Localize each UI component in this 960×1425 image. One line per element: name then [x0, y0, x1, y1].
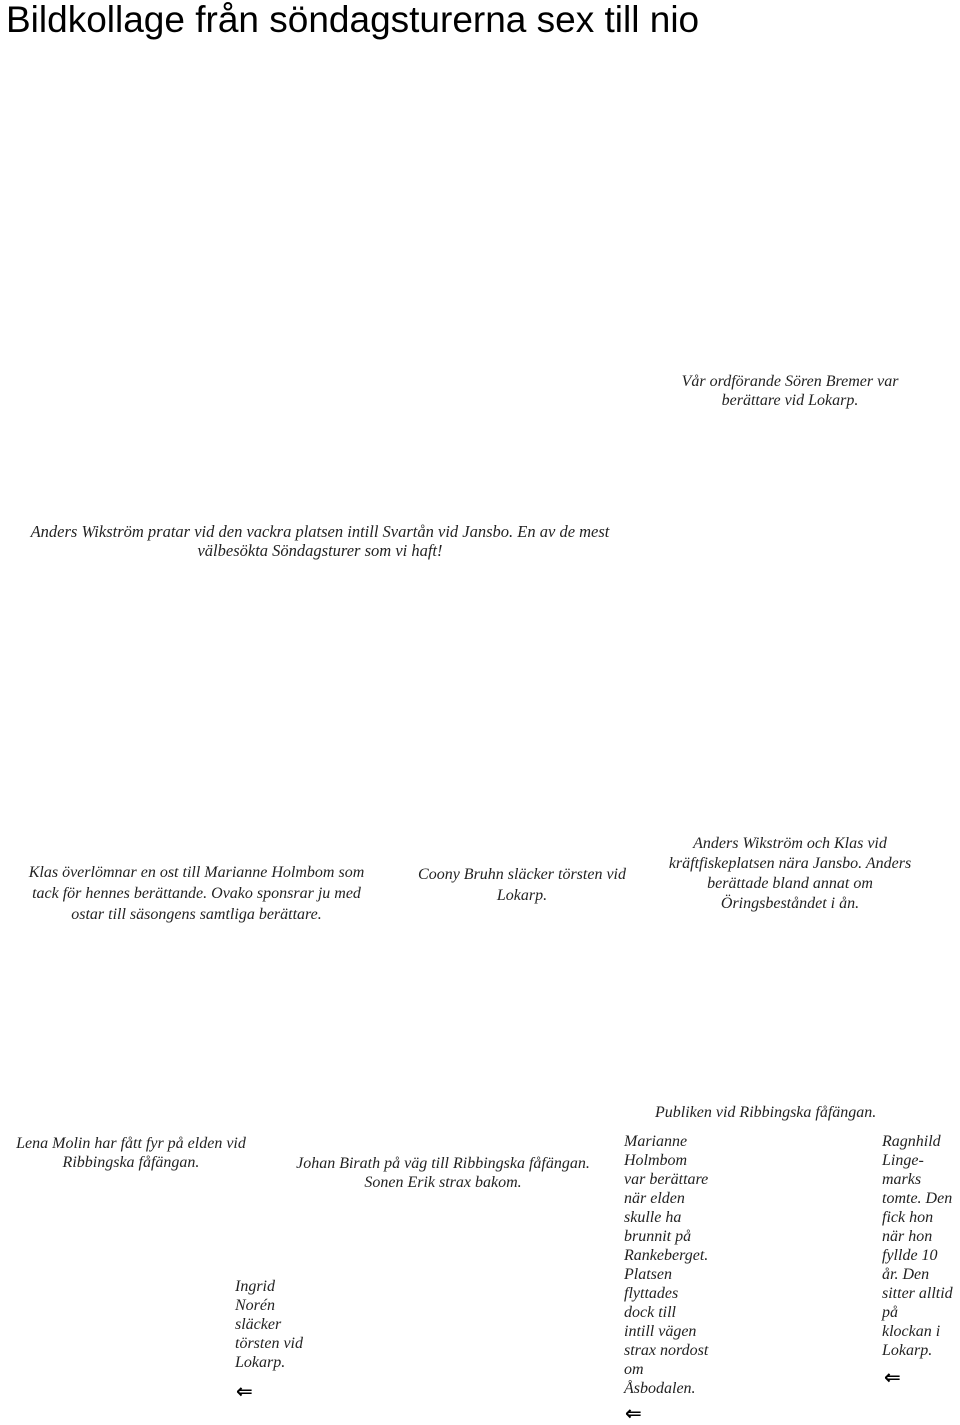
arrow-left-icon: ⇐ — [236, 1379, 253, 1403]
caption-publiken: Publiken vid Ribbingska fåfängan. — [655, 1104, 877, 1121]
caption-ragnhild: Ragnhild Linge- marks tomte. Den fick hon när hon fyllde 10 år. Den sitter alltid på klockan i Lokarp. — [882, 1133, 953, 1359]
caption-marianne: Marianne Holmbom var berättare när elden skulle ha brunnit på Rankeberget. Platsen flyttades dock till intill vägen strax nordost om Åsbodalen. — [624, 1133, 709, 1397]
caption-klas-ost: Klas överlömnar en ost till Marianne Holmbom som tack för hennes berättande. Ovako sponsrar ju med ostar till säsongens samtliga berättare. — [28, 864, 365, 923]
page-title: Bildkollage från söndagsturerna sex till nio — [6, 0, 700, 40]
caption-wikstrom-jansbo: Anders Wikström pratar vid den vackra platsen intill Svartån vid Jansbo. En av de mest välbesökta Söndagsturer som vi haft! — [30, 522, 610, 560]
caption-johan: Johan Birath på väg till Ribbingska fåfängan. Sonen Erik strax bakom. — [296, 1155, 590, 1191]
caption-lena: Lena Molin har fått fyr på elden vid Ribbingska fåfängan. — [16, 1135, 246, 1171]
caption-coony: Coony Bruhn släcker törsten vid Lokarp. — [418, 866, 626, 904]
caption-ingrid: Ingrid Norén släcker törsten vid Lokarp. — [235, 1278, 303, 1371]
caption-bremer: Vår ordförande Sören Bremer var berättare vid Lokarp. — [681, 373, 899, 409]
arrow-left-icon: ⇐ — [884, 1365, 901, 1389]
caption-wikstrom-klas: Anders Wikström och Klas vid kräftfiskeplatsen nära Jansbo. Anders berättade bland annat om Öringsbeståndet i ån. — [668, 835, 912, 912]
arrow-left-icon: ⇐ — [625, 1401, 642, 1425]
